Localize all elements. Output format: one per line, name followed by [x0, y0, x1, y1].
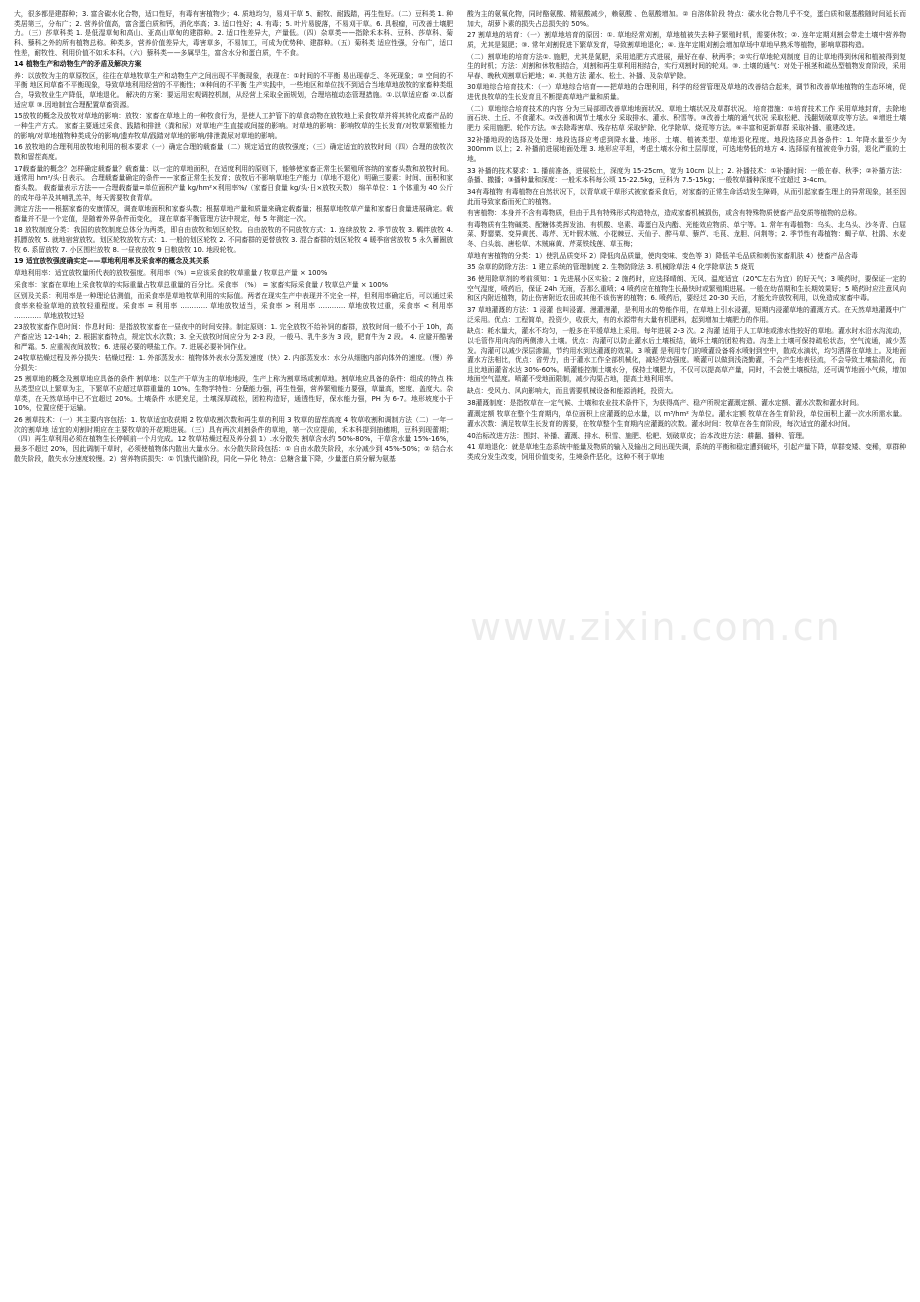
- paragraph: 缺点：耗水量大，灌水不均匀，一般多在平缓草地上采用。每年进展 2-3 次。2 沟灌 适用于人工草地或渗水性较好的草地。灌水时水沿水沟流动，以毛管作用向沟的两侧渗入土壤。优点：沟灌可以防止灌水后土壤板结，破坏土壤的团粒构造。沟垄上土壤可保持疏松状态，空气流通，减少蒸发。沟灌可以减少深层渗漏，节约用水到达灌溉的效果。3 喷灌 是利用专门的喷灌设备将水喷射到空中，散成水滴状，均匀洒落在草地上。及地面灌水方法相比，优点：省劳力，由于灌水工作全部机械化，减轻劳动强度。喷灌可以做到浅浇勤灌，不会产生地表径流，不会导致土壤盐渍化，而且比地面灌省水达 30%-60%。喷灌能控制土壤水分，保持土壤肥力，不仅可以提高草产量，同时，不会使土壤板结，还可调节地面小气候，增加地面空气湿度。喷灌不受地面限制，减少沟渠占地，提高土地利用率。: [467, 327, 906, 384]
- paragraph: 有害植物：本身并不含有毒物质，但由于具有特殊形式构造特点，造成家畜机械损伤，或含有特殊物质使畜产品变质等植物的总称。: [467, 209, 862, 218]
- paragraph: 灌溉定额 牧草在整个生育期内，单位面积上应灌溉的总水量，以 m³/hm² 为单位。灌水定额 牧草在各生育阶段，单位面积上灌一次水所需水量。灌水次数：满足牧草生长发育的需要，在牧草整个生育期内应灌溉的次数。灌水时间：牧草在各生育阶段，每次适宜的灌水时间。: [467, 410, 906, 428]
- paragraph: 草地有害植物的分类：1）使乳品质变坏 2）降低肉品质量，使肉变味、变色等 3）降低羊毛品质和刺伤家畜肌肤 4）使畜产品含毒: [467, 251, 858, 260]
- paragraph: 35 杂草的防除方法：1 建立系统的管理制度 2. 生物防除法 3. 机械除草法 4 化学除草法 5 烧荒: [467, 263, 755, 272]
- section-heading: 19 适宜放牧强度确实定——草地利用率及采食率的概念及其关系: [14, 257, 210, 266]
- paragraph: 40治标改进方法：围封、补播、灌溉、排水、积雪、施肥、松耙、划破草皮；治本改进方法：耕翻、播种、管理。: [467, 431, 809, 440]
- paragraph: 有毒物质有生物碱类、配糖体类挥发油、有机酸、皂素、毒蛋白及内酯、光能效应物质、单宁等。1. 常年有毒植物：乌头、北乌头、沙冬青、白屈菜、野罂粟、变异黄芪、毒芹、无叶假木贼、小花棘豆、天仙子、醉马草、藜芦、毛茛、龙胆、问荆等；2. 季节性有毒植物：蝎子草、杜鹃、水麦冬、白头翁、唐松草、木贼麻黄、芹菜铁线莲、草玉梅；: [467, 220, 906, 249]
- paragraph: 15放牧的概念及放牧对草地的影响：放牧：家畜在草地上的一种牧食行为，是使人工护管下的草食动物在放牧地上采食牧草并将其转化成畜产品的一种生产方式。 家畜主要通过采食、践踏和排泄（粪和尿）对草地产生直接或间接的影响。对草地的影响：影响牧草的生长发育/对牧草繁殖能力的影响/对草地植物种类成分的影响/遗弃牧草/践踏对草地的影响/排泄粪尿对草地的影响。: [14, 112, 453, 140]
- paragraph: 25 割草地的概念及割草地应具备的条件 割草地：以生产干草为主的草地地段，生产上称为割草场或割草地。割草地应具备的条件：组成的特点 株丛类型应以上繁草为主，下繁草不应超过草群重量的 10%。生物学特性：分蘖能力强，再生性强，营养繁殖能力要强，草量高，密度、盖度大。杂草类，在天然草场中已不宜超过 20%。土壤条件 水肥充足，土壤深厚疏松，团粒构造好，通透性好，保水能力强，PH 为 6-7。地形坡度小于 10%，位置应便于运输。: [14, 375, 453, 413]
- paragraph: 23放牧家畜作息时间：作息时间：是指放牧家畜在一昼夜中的时间安排。制定原则：1. 完全放牧不给补饲的畜群，放牧时间一般不小于 10h，高产畜应达 12-14h；2. 根据家畜特点，规定饮水次数；3. 全天放牧时间应分为 2-3 段，一般马、乳牛多为 3 段，肥育牛为 2 段。 4. 应避开酷暑和严霜。5. 应重视夜间放牧；6. 进展必要的喂盐工作。7. 进展必要补饲作业。: [14, 323, 453, 351]
- watermark: www.zixin.com.cn: [470, 605, 842, 649]
- paragraph: 缺点：受风力、风向影响大，而且需要机械设备和能源消耗，投资大。: [467, 387, 678, 396]
- paragraph: （二）草地综合培育技术的内容 分为三局部即改善草地地面状况、草地土壤状况及草群状况。 培育措施：①培育技术工作 采用草地封育，去除地面石块、土丘、不食灌木。②改善和调节土壤水分 采取排水、灌水、积雪等。③改善土壤的通气状况 采取松耙、浅翻划破草皮等方法。④增进土壤肥力 采用施肥、轮作方法。⑤去除毒害草、残存枯草 采取铲除、化学除草、烧荒等方法。⑥丰富和更新草群 采取补播、重建改进。: [467, 104, 906, 133]
- paragraph: 测定方法——根据家畜的安康情况，调查草地面积和家畜头数；根据草地产量和质量来确定载畜量；根据草地牧草产量和家畜日食量进展确定。载畜量并不是一个定值，是随着外界条件而变化， 现在草畜平衡管理方法中规定，每 5 年测定一次。: [14, 205, 453, 223]
- paragraph: 37 草地灌溉的方法：1 浸灌 也叫浸灌、漫灌漫灌，是利用水的势能作用，在草地上引水浸灌，短期内浸灌草地的灌溉方式。在天然草地灌溉中广泛采用。优点：工程简单，投资少，收获大，有的水源带有大量有机肥料，起到增加土壤肥力的作用。: [467, 305, 906, 324]
- paragraph: 大，很多都是建群种；3. 富含碳水化合物，适口性好，有毒有害植物少；4. 质地均匀，易刈干草 5、耐牧、耐践踏，再生性好。（二）豆科类 1. 种类居第三，分布广；2. 营养价值高，富含蛋白质和钙，消化率高；3. 适口性好；4. 有毒；5. 叶片易脱落，不易刈干草。6. 具根瘤，可改善土壤肥力。（三）莎草科类 1. 是低湿草甸和高山、亚高山草甸的建群种。2. 适口性差异大，产量低。（四）杂草类——指除禾本科、豆科、莎草科、菊科、藜科之外的所有植物总称。种类多，营养价值差异大，毒害草多，不易加工，可成为优势种、建群种。（五）菊科类 适应性强，分布广，适口性差，耐牧性、利用价值不如禾本科。（六）藜科类——多属旱生，富含水分和蛋白质，牛不食。: [14, 10, 453, 57]
- paragraph: 26 割草技术：（一）其主要内容包括：1. 牧草适宜收获期 2 牧草收割次数和再生草的利用 3 牧草的留茬高度 4 牧草收割和调制方法（二）一年一次的割草地 适宜的刈割时期应在主要牧草的开花期进展。（三）具有两次刈割条件的草地，第一次应提前，禾本科提到抽穗期，豆科到现蕾期；（四）再生草利用必须在植物生长停顿前一个月完成。12 牧草枯燥过程及养分损 1）.水分散失 割草含水约 50%-80%，干草含水量 15%-16%，最多不超过 20%，因此调制干草时，必须使植物体内散出大量水分。水分散失阶段包括：① 自由水散失阶段，水分减少到 45%-50%；② 结合水散失阶段，散失水分速度较慢。2）营养物质损失：① 饥饿代谢阶段，同化—异化 特点：总糖含量下降，少量蛋白质分解为氨基: [14, 415, 453, 463]
- paragraph: 32补播地段的选择及处理：地段选择应考虑到降水量、地形、土壤、植被类型、草地退化程度。地段选择应具备条件：1. 年降水量至少为 300mm 以上；2. 补播前进展地面处理 3. 地形应平坦，考虑土壤水分和土层厚度，可选地势低的地方 4. 选择原有植被竞争力弱，退化严重的土地。: [467, 135, 906, 163]
- paragraph: 24牧草枯燥过程及养分损失：枯燥过程：1. 外部蒸发水：植物体外表水分蒸发速度（快）2. 内部蒸发水：水分从细胞内部向体外的速度。（慢）养分损失：: [14, 354, 453, 372]
- paragraph: 27 割草地的培育：（一）割草地培育的原因：①. 草地经常刈割，草地植被失去种子繁殖时机，需要休牧；②. 连年定期刈割会带走土壤中营养物质，尤其是氮肥；③. 常年刈割促进下繁草发育，导致割草地退化；④. 连年定期刈割会增加草场中草地早熟禾等植物，影响草群构造。: [467, 31, 906, 49]
- paragraph: 36 使用除草剂的考前须知：1 先进展小区实验；2 施药时，应选择晴朗、无风、温度适宜（20℃左右为宜）的好天气；3 喷药时，要保证一定的空气湿度，喷药后，保证 24h 无雨，否那么重喷；4 喷药应在植物生长最快时或繁殖期进展。一般在幼苗期和生长期效果好；5 喷药时应注意风向和区内附近植物，防止伤害附近农田或其他不该伤害的植物；6. 喷药后，要经过 20-30 天后，才能允许放牧利用，以免造成家畜中毒。: [467, 275, 906, 303]
- paragraph: 16 放牧地的合理利用放牧地利用的根本要求（一）确定合理的载畜量（二）规定适宜的放牧强度；（三）确定适宜的放牧时间（四）合理的放牧次数和留茬高度。: [14, 143, 453, 161]
- paragraph: 区别及关系：利用率是一种理论估测值，而采食率是草地牧草利用的实际值。两者在现实生产中表现并不完全一样，但利用率确定后，可以通过采食率来检验草地的放牧轻重程度。采食率 = 利用率 ………… 草地放牧适当，采食率 > 利用率 ………… 草地放牧过重，采食率 < 利用率 ………… 草地放牧过轻: [14, 292, 453, 320]
- section-heading: 14 植物生产和动物生产的矛盾及解决方案: [14, 60, 142, 69]
- paragraph: 18 放牧制度分类：我国的放牧制度总体分为两类，即自由放牧和划区轮牧。自由放牧的不同放牧方式：1. 连续放牧 2. 季节放牧 3. 羁绊放牧 4. 抓膘放牧 5. 就地宿营放牧。划区轮牧放牧方式：1. 一般的划区轮牧 2. 不同畜群的更替放牧 3. 混合畜群的划区轮牧 4 暖季宿营放牧 5 永久蓄圈放牧 6. 系留放牧 7. 小区围栏放牧 8. 一昼夜放牧 9 日粮放牧 10. 地段轮牧。: [14, 226, 453, 254]
- paragraph: 38灌溉制度：是指牧草在一定气候、土壤和农业技术条件下，为获得高产、稳产所规定灌溉定额、灌水定额、灌水次数和灌水时间。: [467, 398, 864, 407]
- left-column: [14, 10, 453, 1302]
- paragraph: （二）割草地的培育方法①. 施肥，尤其是氮肥，采用追肥方式进展，最好在春、秋两季；②实行草地轮刈制度 目的让草地得到休闲和植被得到复生的时机；方法：刈割和休牧相结合，刈割和再生草利用相结合，实行刈割时间的轮刈。③. 土壤的通气：对处于根茎和疏丛型植物发育阶段，采用早春、晚秋刈割草后耙地；④. 其他方法 灌水、松土、补播、及杂草铲除。: [467, 52, 906, 80]
- paragraph: 草地利用率：适宜放牧量所代表的放牧强度。利用率（%）=应该采食的牧草重量 / 牧草总产量 × 100%: [14, 269, 328, 278]
- paragraph: 养：以放牧为主的草原牧区，往往在草地牧草生产和动物生产之间出现不平衡现象，表现在：①时间的不平衡 易出现春乏、冬死现象；② 空间的不平衡 地区间草畜不平衡现象，导致草地利用经营的不平衡性；③种间的不平衡 生产实践中，一些地区和单位找不到适合当地草地放牧的家畜种类组合，导致牧业生产降低，草地退化。 解决的方案：要运用宏观调控机制，从经营上采取全面规划，合理培植动态管理措施。①.以草适应畜 ②.以畜适应草 ③.因地制宜合理配置草畜资源。: [14, 71, 453, 109]
- paragraph: 酸为主的氨氧化物，同时酪氨酸、精氨酸减少，赖氨酸 、色氨酸增加。② 自溶体阶段 特点：碳水化合物几乎不变，蛋白质和氨基酸随时间延长而加大，胡萝卜素的损失占总损失的 50%。: [467, 10, 906, 28]
- paragraph: 41 草地退化：就是草地生态系统中能量及物质的输入及输出之间出现失调，系统的平衡和稳定遭到破坏，引起产量下降，草群变矮、变稀，草群种类成分发生改变，饲用价值变劣，生境条件恶化，这种不利于草地: [467, 443, 907, 461]
- paragraph: 34有毒植物 有毒植物在自然状况下，以青草或干草形式被家畜采食后，对家畜的正常生命活动发生障碍，从而引起家畜生理上的异常现象，甚至因此而导致家畜而死亡的植物。: [467, 187, 907, 206]
- paragraph: 30草地综合培育技术：（一）草地综合培育——把草地的合理利用，科学的经营管理及草地的改善结合起来，调节和改善草地植物的生态环境，促进优良牧草的生长发育且不断提高草地产量和质量。: [467, 83, 906, 102]
- paragraph: 33 补播的技术要求：1. 播前准备，进展松土，深度为 15-25cm，宽为 10cm 以上；2. 补播技术：①补播时间：一般在春、秋季；②补播方法：条播、撒播；③播种量和深度：一般禾本科每公顷 15-22.5kg，豆科为 7.5-15kg；一般牧草播种深度不宜超过 3-4cm。: [467, 166, 906, 185]
- paragraph: 17载畜量的概念？怎样确定载畜量？载畜量：以一定的草地面积，在适度利用的原则下，能够使家畜正常生长繁殖所容纳的家畜头数和放牧时间。通常用 hm²/头·日表示。 合理载畜量确定的条件——家畜正常生长发育；放牧后不影响草地生产能力（草地不退化）明确三要素：时间、面积和家畜头数。 载畜量表示方法——合理载畜量=单位面积产量 kg/hm²×利用率%/（家畜日食量 kg/头·日×放牧天数） 绵羊单位：1 个体重为 40 公斤的成年母羊及其哺乳羔羊，每天需要牧食青草。: [14, 164, 453, 202]
- right-column: [467, 10, 906, 1302]
- paragraph: 采食率：家畜在草地上采食牧草的实际重量占牧草总重量的百分比。采食率 （%） = 家畜实际采食量 / 牧草总产量 × 100%: [14, 280, 389, 289]
